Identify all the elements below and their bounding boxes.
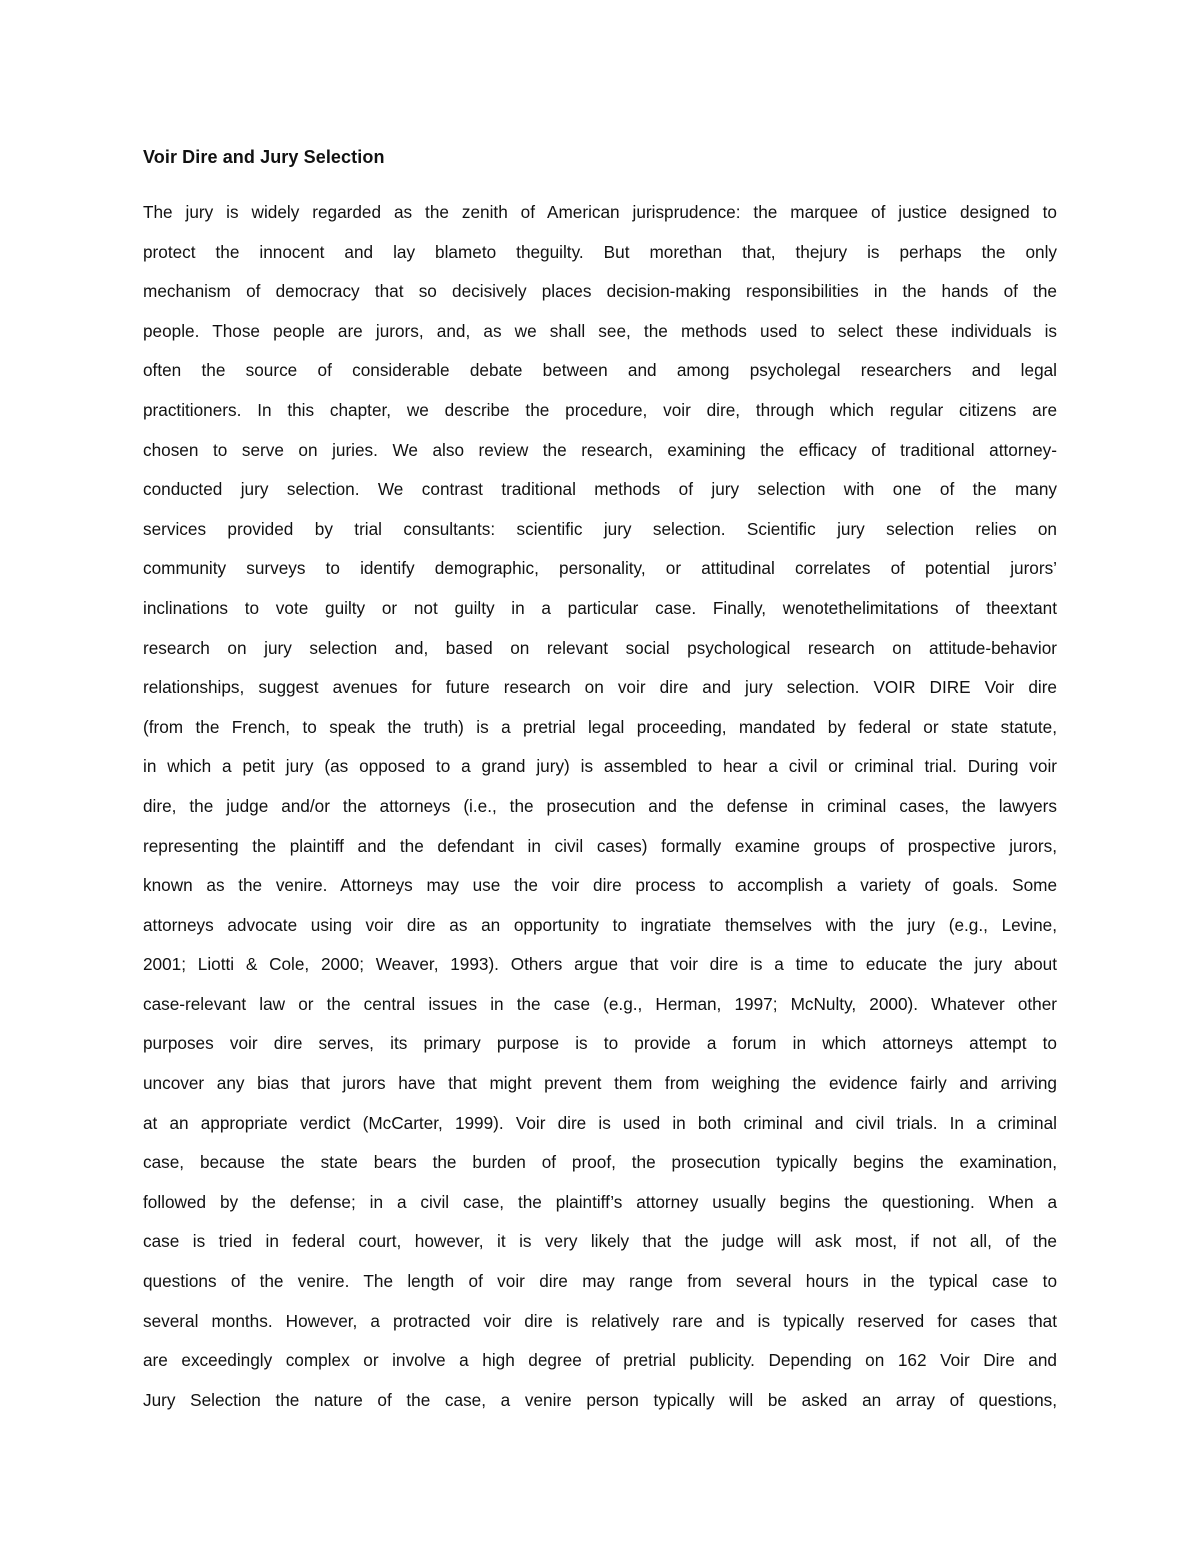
- body-line: attorneys advocate using voir dire as an opportunity to ingratiate themselves with the jury (e.g., Levine,: [143, 914, 1057, 935]
- body-line: case, because the state bears the burden of proof, the prosecution typically begins the examination,: [143, 1152, 1057, 1173]
- body-line: known as the venire. Attorneys may use the voir dire process to accomplish a variety of goals. Some: [143, 875, 1057, 896]
- body-line: mechanism of democracy that so decisively places decision-making responsibilities in the hands of the: [143, 281, 1057, 302]
- body-line: services provided by trial consultants: scientific jury selection. Scientific jury selection relies on: [143, 518, 1057, 539]
- body-line: at an appropriate verdict (McCarter, 1999). Voir dire is used in both criminal and civil trials. In a criminal: [143, 1112, 1057, 1133]
- body-line: case is tried in federal court, however, it is very likely that the judge will ask most, if not all, of the: [143, 1231, 1057, 1252]
- body-line: inclinations to vote guilty or not guilty in a particular case. Finally, wenotethelimitations of theextant: [143, 597, 1057, 618]
- body-line: people. Those people are jurors, and, as we shall see, the methods used to select these individuals is: [143, 320, 1057, 341]
- body-line: often the source of considerable debate between and among psycholegal researchers and legal: [143, 360, 1057, 381]
- body-line: case-relevant law or the central issues in the case (e.g., Herman, 1997; McNulty, 2000). Whatever other: [143, 993, 1057, 1014]
- body-line: dire, the judge and/or the attorneys (i.e., the prosecution and the defense in criminal cases, the lawyers: [143, 795, 1057, 816]
- body-line: questions of the venire. The length of voir dire may range from several hours in the typical case to: [143, 1271, 1057, 1292]
- body-line: research on jury selection and, based on relevant social psychological research on attitude-behavior: [143, 637, 1057, 658]
- body-line: uncover any bias that jurors have that might prevent them from weighing the evidence fairly and arriving: [143, 1073, 1057, 1094]
- body-line: (from the French, to speak the truth) is a pretrial legal proceeding, mandated by federal or state statute,: [143, 716, 1057, 737]
- body-line: representing the plaintiff and the defendant in civil cases) formally examine groups of prospective jurors,: [143, 835, 1057, 856]
- body-line: protect the innocent and lay blameto theguilty. But morethan that, thejury is perhaps the only: [143, 241, 1057, 262]
- document-body: [143, 198, 1057, 1425]
- body-line: community surveys to identify demographic, personality, or attitudinal correlates of potential jurors’: [143, 558, 1057, 579]
- body-line: relationships, suggest avenues for future research on voir dire and jury selection. VOIR DIRE Voir dire: [143, 677, 1057, 698]
- body-line: chosen to serve on juries. We also review the research, examining the efficacy of traditional attorney-: [143, 439, 1057, 460]
- body-line: several months. However, a protracted voir dire is relatively rare and is typically reserved for cases that: [143, 1310, 1057, 1331]
- body-line: purposes voir dire serves, its primary purpose is to provide a forum in which attorneys attempt to: [143, 1033, 1057, 1054]
- body-line: 2001; Liotti & Cole, 2000; Weaver, 1993). Others argue that voir dire is a time to educate the jury about: [143, 954, 1057, 975]
- body-line: Jury Selection the nature of the case, a venire person typically will be asked an array of questions,: [143, 1389, 1057, 1410]
- body-line: followed by the defense; in a civil case, the plaintiff’s attorney usually begins the questioning. When a: [143, 1191, 1057, 1212]
- body-line: practitioners. In this chapter, we describe the procedure, voir dire, through which regular citizens are: [143, 399, 1057, 420]
- body-line: conducted jury selection. We contrast traditional methods of jury selection with one of the many: [143, 479, 1057, 500]
- body-line: in which a petit jury (as opposed to a grand jury) is assembled to hear a civil or criminal trial. During voir: [143, 756, 1057, 777]
- document-title: Voir Dire and Jury Selection: [143, 147, 385, 167]
- body-line: The jury is widely regarded as the zenith of American jurisprudence: the marquee of justice designed to: [143, 202, 1057, 222]
- body-line: are exceedingly complex or involve a high degree of pretrial publicity. Depending on 162 Voir Dire and: [143, 1350, 1057, 1371]
